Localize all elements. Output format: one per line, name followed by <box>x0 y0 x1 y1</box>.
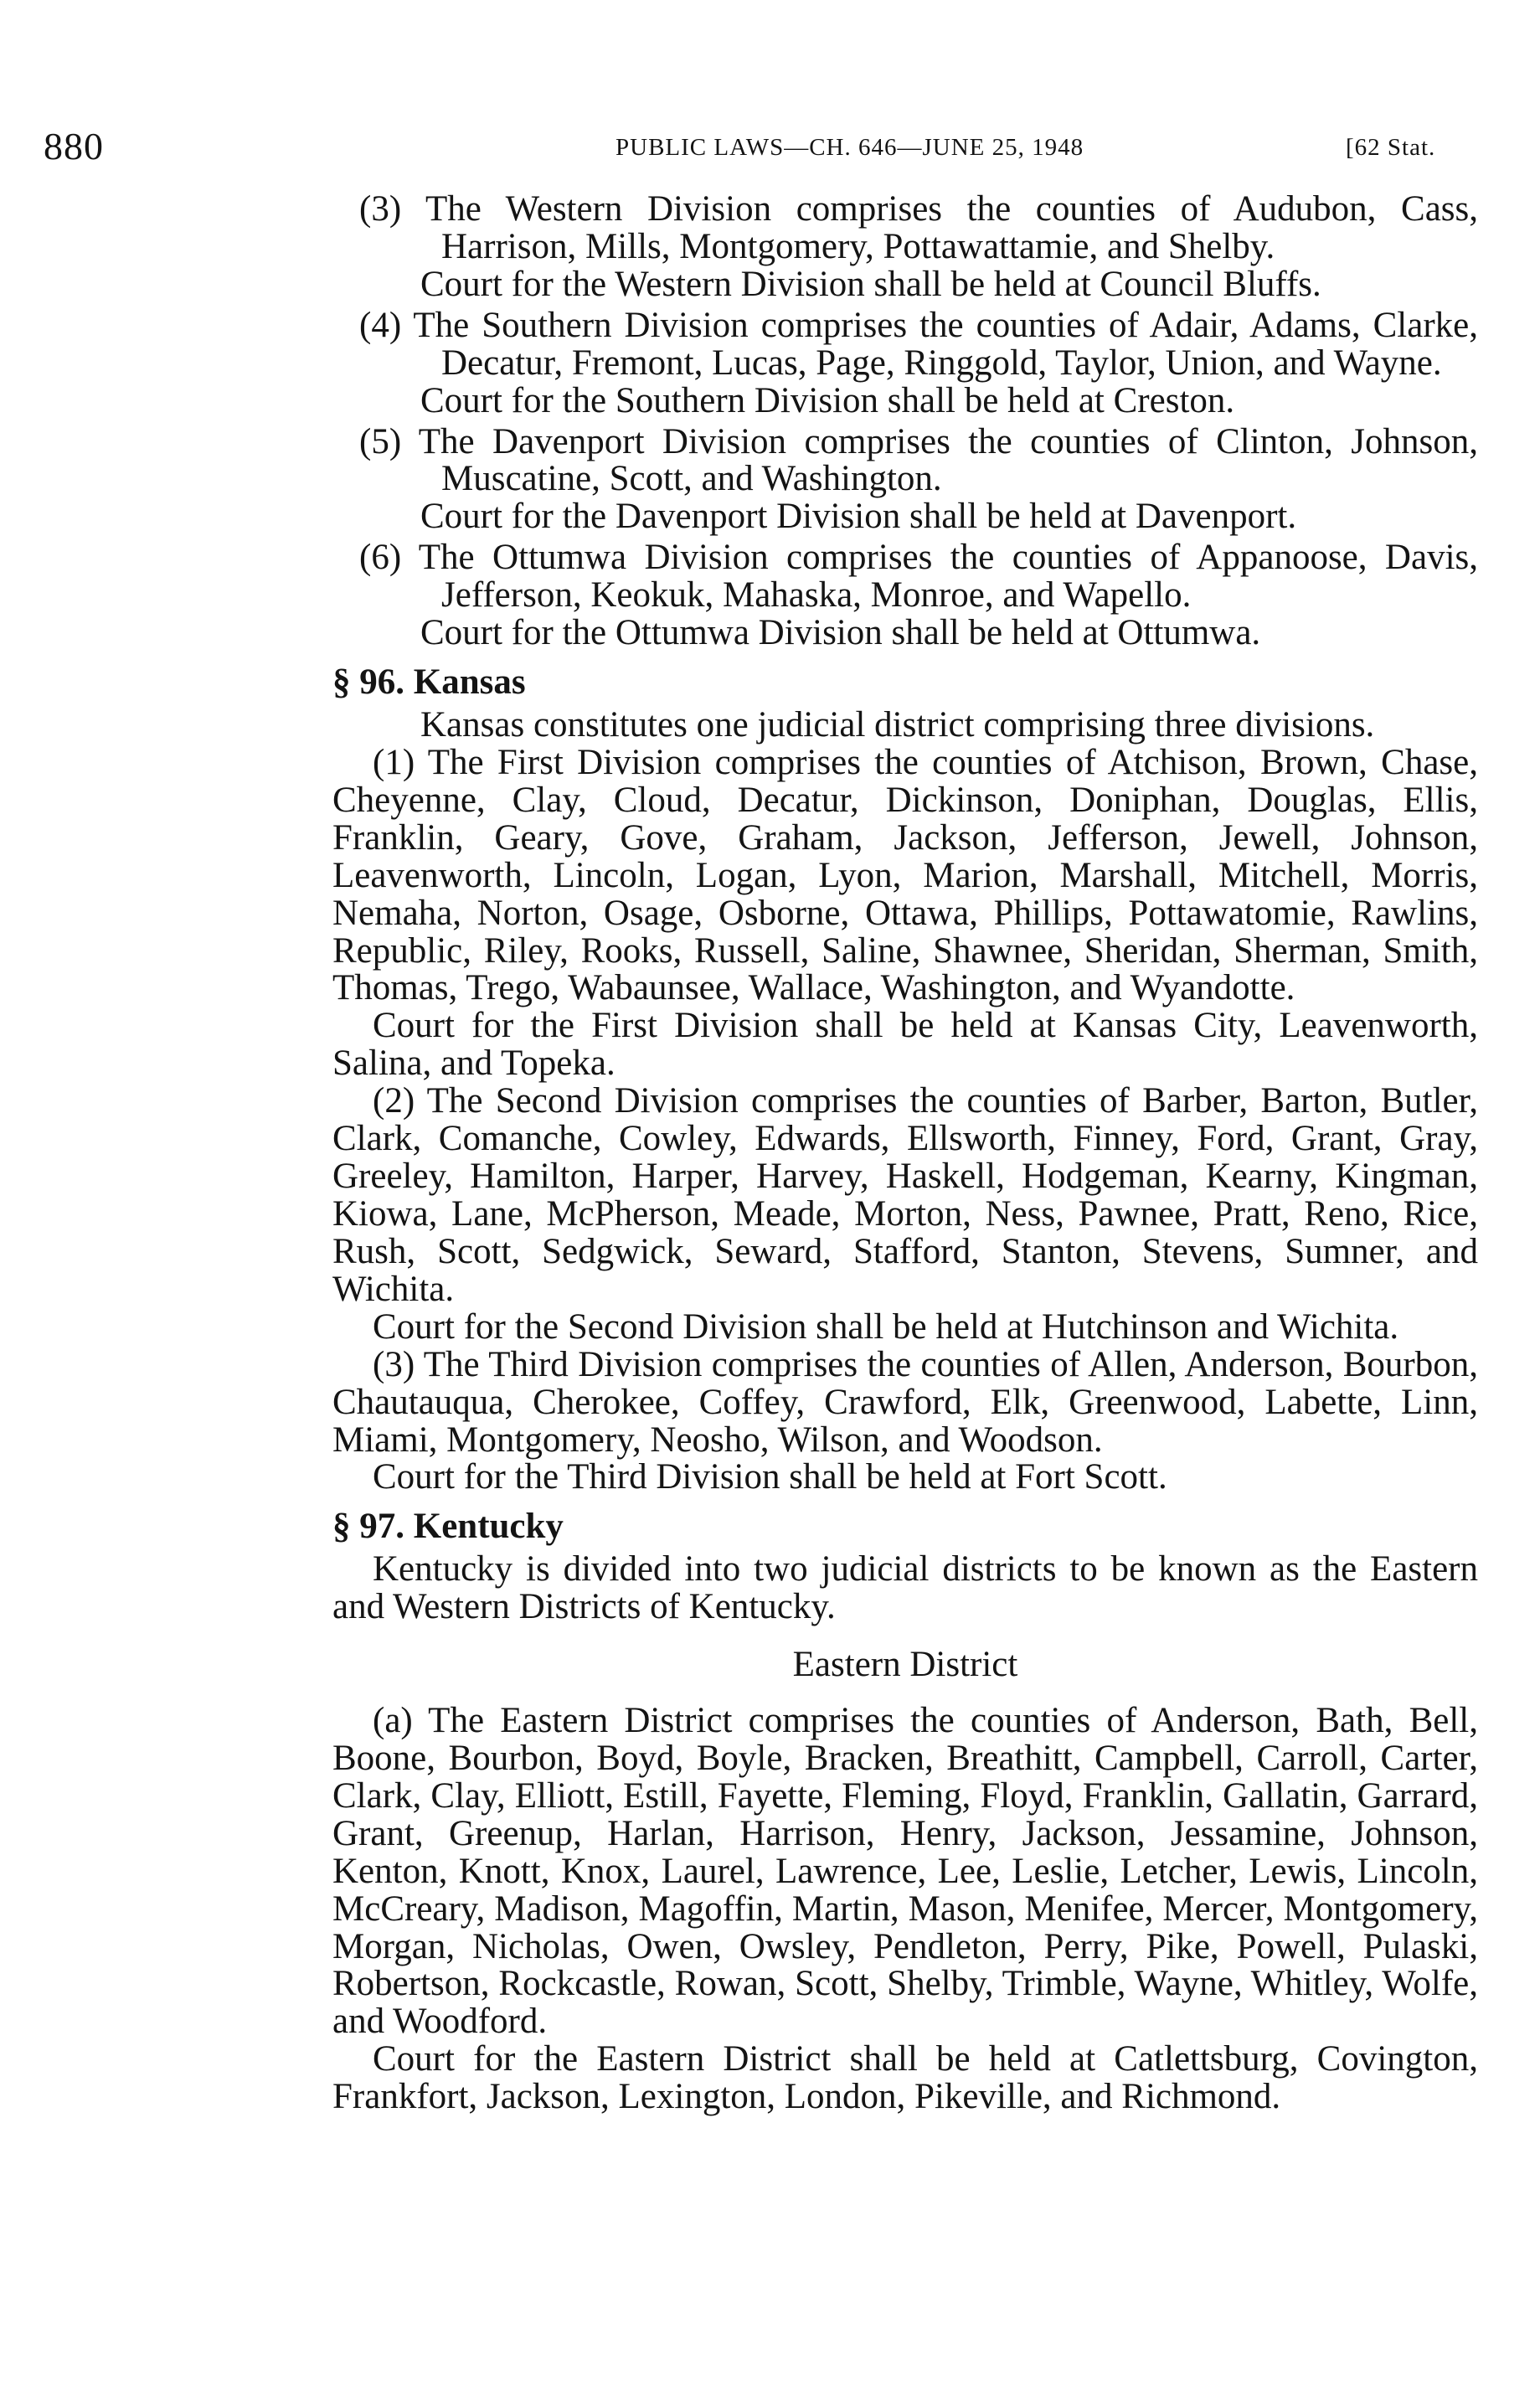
kansas-third-division-paragraph: (3) The Third Division comprises the counties of Allen, Anderson, Bourbon, Chautauqua, Cherokee, Coffey, Crawford, Elk, Greenwood, Labette, Linn, Miami, Montgomery, Neosho, Wilson, and Woodson. <box>332 1344 1478 1460</box>
volume-reference: [62 Stat. <box>1346 134 1436 161</box>
kansas-first-division-paragraph: (1) The First Division comprises the counties of Atchison, Brown, Chase, Cheyenne, Clay, Cloud, Decatur, Dickinson, Doniphan, Douglas, Ellis, Franklin, Geary, Gove, Graham, Jackson, Jefferson, Jewell, Johnson, Leavenworth, Lincoln, Logan, Lyon, Marion, Marshall, Mitchell, Morris, Nemaha, Norton, Osage, Osborne, Ottawa, Phillips, Pottawatomie, Rawlins, Republic, Riley, Rooks, Russell, Saline, Shawnee, Sheridan, Sherman, Smith, Thomas, Trego, Wabaunsee, Wallace, Washington, and Wyandotte. <box>332 742 1478 1008</box>
kansas-second-division-paragraph: (2) The Second Division comprises the counties of Barber, Barton, Butler, Clark, Comanche, Cowley, Edwards, Ellsworth, Finney, Ford, Grant, Gray, Greeley, Hamilton, Harper, Harvey, Haskell, Hodgeman, Kearny, Kingman, Kiowa, Lane, McPherson, Meade, Morton, Ness, Pawnee, Pratt, Reno, Rice, Rush, Scott, Sedgwick, Seward, Stafford, Stanton, Stevens, Sumner, and Wichita. <box>332 1081 1478 1309</box>
kansas-first-court-paragraph: Court for the First Division shall be held at Kansas City, Leavenworth, Salina, and Topeka. <box>332 1006 1478 1084</box>
kentucky-intro-paragraph: Kentucky is divided into two judicial districts to be known as the Eastern and Western Districts of Kentucky. <box>332 1549 1478 1627</box>
davenport-division-paragraph: (5) The Davenport Division comprises the counties of Clinton, Johnson, Muscatine, Scott, and Washington. <box>359 421 1478 499</box>
davenport-court-paragraph: Court for the Davenport Division shall be held at Davenport. <box>420 497 1297 537</box>
section-97-heading: § 97. Kentucky <box>332 1507 564 1547</box>
section-96-heading: § 96. Kansas <box>332 662 526 703</box>
kansas-third-court-paragraph: Court for the Third Division shall be held at Fort Scott. <box>373 1457 1167 1497</box>
ottumwa-court-paragraph: Court for the Ottumwa Division shall be held at Ottumwa. <box>420 613 1261 653</box>
ottumwa-division-paragraph: (6) The Ottumwa Division comprises the counties of Appanoose, Davis, Jefferson, Keokuk, Mahaska, Monroe, and Wapello. <box>359 538 1478 616</box>
western-division-paragraph: (3) The Western Division comprises the counties of Audubon, Cass, Harrison, Mills, Montgomery, Pottawattamie, and Shelby. <box>359 189 1478 266</box>
kansas-intro-paragraph: Kansas constitutes one judicial district comprising three divisions. <box>420 704 1375 745</box>
southern-division-paragraph: (4) The Southern Division comprises the counties of Adair, Adams, Clarke, Decatur, Fremont, Lucas, Page, Ringgold, Taylor, Union, and Wayne. <box>359 305 1478 383</box>
kansas-second-court-paragraph: Court for the Second Division shall be held at Hutchinson and Wichita. <box>373 1306 1399 1347</box>
eastern-district-subheading: Eastern District <box>792 1645 1018 1685</box>
running-head: PUBLIC LAWS—CH. 646—JUNE 25, 1948 <box>615 134 1084 161</box>
western-court-paragraph: Court for the Western Division shall be held at Council Bluffs. <box>420 264 1321 304</box>
eastern-court-paragraph: Court for the Eastern District shall be held at Catlettsburg, Covington, Frankfort, Jackson, Lexington, London, Pikeville, and Richmond. <box>332 2039 1478 2117</box>
body-text <box>332 191 1478 2116</box>
southern-court-paragraph: Court for the Southern Division shall be held at Creston. <box>420 380 1235 420</box>
eastern-district-paragraph: (a) The Eastern District comprises the counties of Anderson, Bath, Bell, Boone, Bourbon, Boyd, Boyle, Bracken, Breathitt, Campbell, Carroll, Carter, Clark, Clay, Elliott, Estill, Fayette, Fleming, Floyd, Franklin, Gallatin, Garrard, Grant, Greenup, Harlan, Harrison, Henry, Jackson, Jessamine, Johnson, Kenton, Knott, Knox, Laurel, Lawrence, Lee, Leslie, Letcher, Lewis, Lincoln, McCreary, Madison, Magoffin, Martin, Mason, Menifee, Mercer, Montgomery, Morgan, Nicholas, Owen, Owsley, Pendleton, Perry, Pike, Powell, Pulaski, Robertson, Rockcastle, Rowan, Scott, Shelby, Trimble, Wayne, Whitley, Wolfe, and Woodford. <box>332 1701 1478 2042</box>
page-number: 880 <box>44 125 104 167</box>
